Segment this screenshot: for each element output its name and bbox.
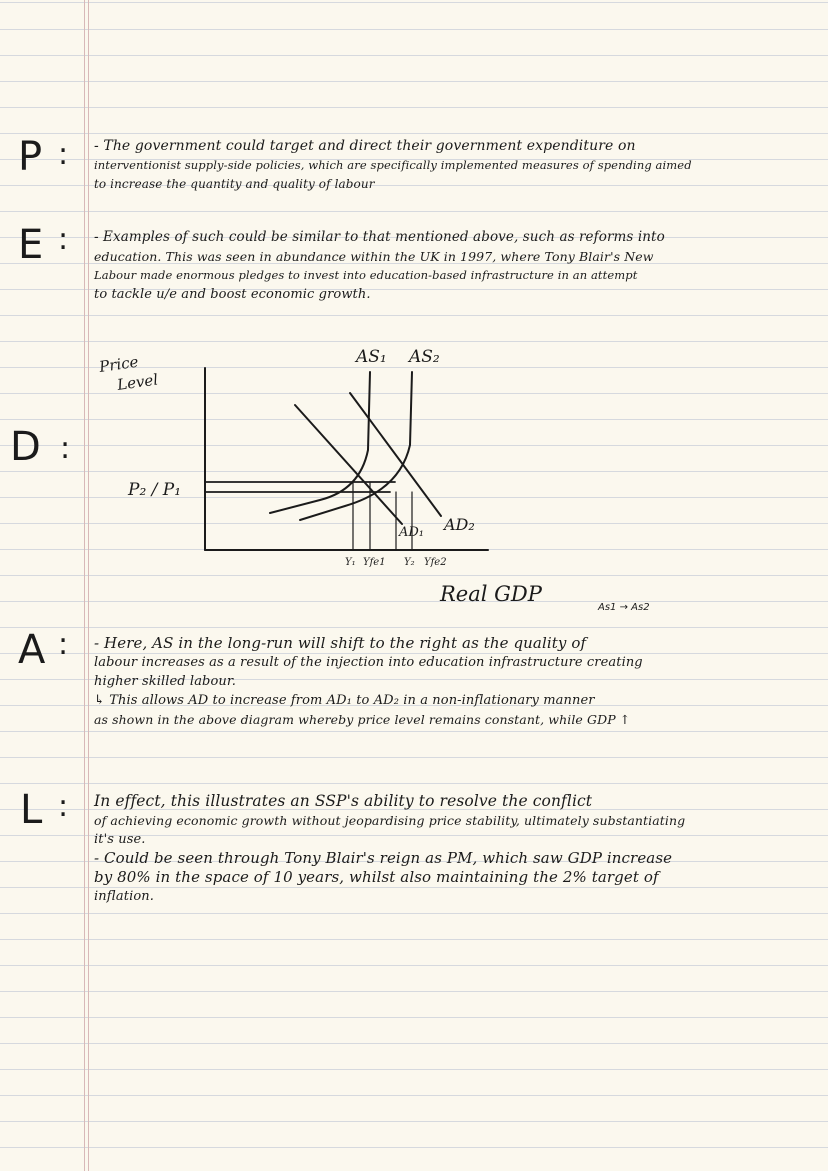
as2-curve	[300, 372, 412, 520]
section-colon-p: :	[58, 137, 69, 172]
section-colon-a: :	[58, 627, 69, 662]
section-colon-d: :	[60, 431, 71, 466]
text-line: as shown in the above diagram whereby price level remains constant, while GDP ↑	[94, 712, 631, 727]
section-letter-a: A	[18, 627, 46, 673]
text-line: - Examples of such could be similar to that mentioned above, such as reforms into	[94, 229, 665, 245]
ad1-label: AD₁	[399, 525, 425, 540]
text-line: higher skilled labour.	[94, 674, 236, 689]
ad1-curve	[295, 405, 402, 524]
tick-label-y2: Y₂	[404, 557, 415, 568]
text-line: inflation.	[94, 889, 154, 904]
tick-label-yfe1: Yfe1	[363, 557, 386, 568]
section-letter-p: P	[18, 134, 43, 180]
text-line: to tackle u/e and boost economic growth.	[94, 287, 371, 302]
tick-label-yfe2: Yfe2	[424, 557, 447, 568]
text-line: it's use.	[94, 832, 146, 847]
section-colon-l: :	[58, 789, 69, 824]
text-line: - Here, AS in the long-run will shift to the right as the quality of	[94, 634, 587, 652]
text-line: ↳ This allows AD to increase from AD₁ to AD₂ in a non-inflationary manner	[94, 693, 595, 708]
section-colon-e: :	[58, 222, 69, 257]
section-a-text	[94, 634, 643, 729]
text-line: of achieving economic growth without jeopardising price stability, ultimately substantiating	[94, 813, 686, 828]
section-letter-l: L	[20, 787, 43, 833]
ad2-label: AD₂	[444, 515, 475, 534]
x-axis-label: Real GDP	[440, 582, 542, 606]
text-line: - Could be seen through Tony Blair's reign as PM, which saw GDP increase	[94, 849, 673, 867]
price-label: P₂ / P₁	[128, 480, 182, 500]
as1-label: AS₁	[356, 347, 387, 367]
text-line: Labour made enormous pledges to invest into education-based infrastructure in an attempt	[94, 268, 638, 282]
shift-note: As1 → As2	[598, 602, 650, 613]
text-line: interventionist supply-side policies, which are specifically implemented measures of spending aimed	[94, 158, 692, 172]
text-line: - The government could target and direct their government expenditure on	[94, 138, 636, 154]
tick-label-y1: Y₁	[345, 557, 356, 568]
y-axis-label-line2: Level	[116, 370, 160, 394]
section-l-text	[94, 792, 685, 906]
text-line: by 80% in the space of 10 years, whilst also maintaining the 2% target of	[94, 868, 659, 886]
section-letter-d: D	[10, 424, 41, 470]
y-axis-label-line1: Price	[98, 352, 140, 376]
section-letter-e: E	[18, 222, 44, 268]
as2-label: AS₂	[409, 347, 440, 367]
text-line: to increase the quantity and quality of labour	[94, 177, 375, 191]
text-line: labour increases as a result of the injection into education infrastructure creating	[94, 655, 643, 670]
text-line: education. This was seen in abundance within the UK in 1997, where Tony Blair's New	[94, 249, 654, 264]
text-line: In effect, this illustrates an SSP's ability to resolve the conflict	[94, 792, 593, 810]
